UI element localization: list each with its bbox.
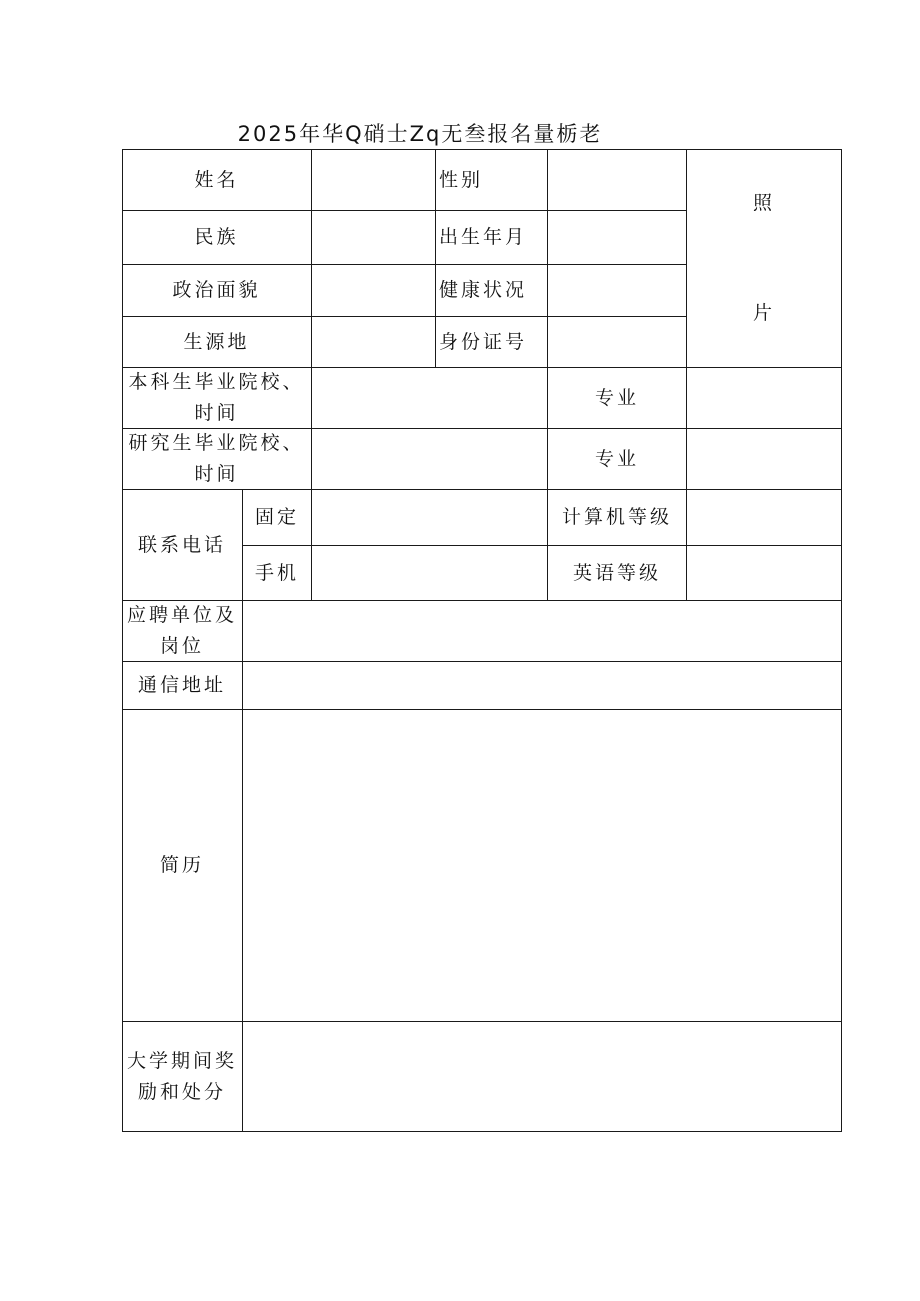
undergrad-school-field[interactable]: [312, 368, 547, 428]
resume-label: 简历: [159, 854, 204, 876]
awards-label-line2: 励和处分: [137, 1080, 226, 1103]
undergrad-major-field[interactable]: [687, 368, 841, 428]
address-label: 通信地址: [137, 674, 226, 696]
awards-label: [122, 1022, 242, 1131]
landline-field[interactable]: [312, 490, 547, 545]
politics-field[interactable]: [312, 265, 435, 316]
origin-field[interactable]: [312, 317, 435, 367]
health-field[interactable]: [548, 265, 686, 316]
photo-label-2: 片: [752, 301, 775, 324]
name-label: 姓名: [194, 168, 239, 191]
landline-label: 固定: [254, 506, 299, 528]
grad-school-label: [122, 429, 311, 489]
undergrad-school-label: [122, 368, 311, 428]
form-title: 2025年华Q硝士Zq无叁报名量栃老: [237, 122, 603, 146]
photo-box[interactable]: [687, 150, 841, 367]
position-field[interactable]: [243, 601, 841, 661]
phone-label: 联系电话: [137, 533, 226, 556]
birth-field[interactable]: [548, 211, 686, 264]
health-label: 健康状况: [439, 279, 528, 301]
undergrad-label-line2: 时间: [194, 402, 239, 424]
mobile-field[interactable]: [312, 546, 547, 600]
resume-field[interactable]: [243, 710, 841, 1021]
english-level-field[interactable]: [687, 546, 841, 600]
computer-level-label: 计算机等级: [561, 506, 672, 528]
position-label-line2: 岗位: [159, 635, 204, 657]
mobile-label: 手机: [254, 561, 299, 584]
birth-label: 出生年月: [439, 226, 528, 248]
undergrad-major-label: 专业: [594, 386, 639, 409]
grad-school-field[interactable]: [312, 429, 547, 489]
politics-label: 政治面貌: [172, 279, 261, 301]
gender-label: 性别: [439, 168, 484, 191]
id-number-field[interactable]: [548, 317, 686, 367]
address-field[interactable]: [243, 662, 841, 709]
english-level-label: 英语等级: [572, 561, 661, 584]
awards-field[interactable]: [243, 1022, 841, 1131]
grad-major-label: 专业: [594, 447, 639, 470]
position-label-line1: 应聘单位及: [126, 604, 237, 626]
awards-label-line1: 大学期间奖: [126, 1049, 237, 1072]
name-field[interactable]: [312, 150, 435, 210]
origin-label: 生源地: [183, 330, 250, 353]
id-number-label: 身份证号: [439, 330, 528, 353]
grad-label-line2: 时间: [194, 463, 239, 485]
computer-level-field[interactable]: [687, 490, 841, 545]
photo-label-1: 照: [752, 191, 775, 214]
undergrad-label-line1: 本科生毕业院校、: [128, 371, 305, 393]
position-label: [122, 601, 242, 661]
grad-label-line1: 研究生毕业院校、: [128, 432, 305, 454]
grad-major-field[interactable]: [687, 429, 841, 489]
ethnicity-label: 民族: [194, 226, 239, 248]
ethnicity-field[interactable]: [312, 211, 435, 264]
gender-field[interactable]: [548, 150, 686, 210]
